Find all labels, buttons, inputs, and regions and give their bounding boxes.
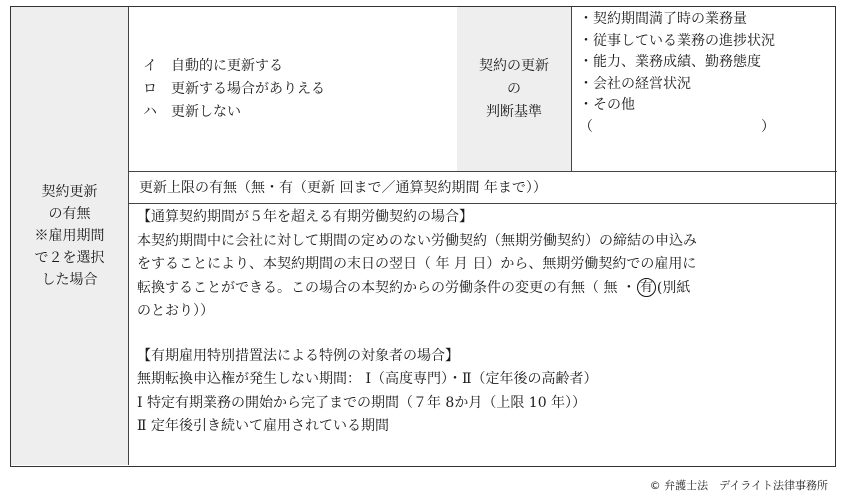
criteria-list [571,7,837,171]
left-label-line: した場合 [41,272,98,288]
conversion-line-text: 転換することができる。この場合の本契約からの労働条件の変更の有無（ 無 ・ [137,279,636,296]
left-label-line: ※雇用期間 [34,228,105,244]
criteria-item: ・その他 [579,97,635,113]
contract-renewal-table [10,6,836,467]
renewal-options [129,7,457,171]
conversion-line [137,277,837,301]
criteria-label-line: の [507,80,521,97]
criteria-label-line: 判断基準 [486,103,542,120]
left-label-line: 契約更新 [41,184,98,200]
renewal-left-header [11,7,129,465]
criteria-item: ・従事している業務の進捗状況 [579,32,775,49]
special-line: Ⅰ 特定有期業務の開始から完了までの期間（７年 8か月（上限 10 年）） [137,394,587,411]
special-heading: 【有期雇用特別措置法による特例の対象者の場合】 [137,347,459,364]
renewal-limit: 更新上限の有無（無・有（更新 回まで／通算契約期間 年まで）） [139,180,547,196]
renewal-option: イ 自動的に更新する [143,57,283,74]
special-line: 無期転換申込権が発生しない期間： Ⅰ（高度専門）・Ⅱ（定年後の高齢者） [137,371,598,387]
conversion-line-text: (別紙 [656,279,691,296]
criteria-item: ・会社の経営状況 [579,75,691,92]
left-label-line: の有無 [48,206,91,222]
conversion-line: をすることにより、本契約期間の末日の翌日（ 年 月 日）から、無期労働契約での雇用に [137,256,697,272]
conversion-line: 本契約期間中に会社に対して期間の定めのない労働契約（無期労働契約）の締結の申込み [137,232,697,249]
criteria-item: （ ） [579,118,775,135]
conversion-section [129,204,837,465]
criteria-item: ・契約期間満了時の業務量 [579,11,747,27]
circled-option: 有 [637,278,656,297]
renewal-option: ハ 更新しない [143,103,241,120]
criteria-label [457,7,571,171]
copyright-text: © 弁護士法 デイライト法律事務所 [649,479,828,492]
special-line: Ⅱ 定年後引き続いて雇用されている期間 [137,418,389,434]
conversion-line: のとおり）） [137,303,214,319]
criteria-label-line: 契約の更新 [479,57,549,74]
left-label-line: で２を選択 [34,250,105,266]
criteria-item: ・能力、業務成績、勤務態度 [579,54,761,70]
conversion-heading: 【通算契約期間が５年を超える有期労働契約の場合】 [137,209,473,225]
renewal-option: ロ 更新する場合がありえる [143,80,325,97]
